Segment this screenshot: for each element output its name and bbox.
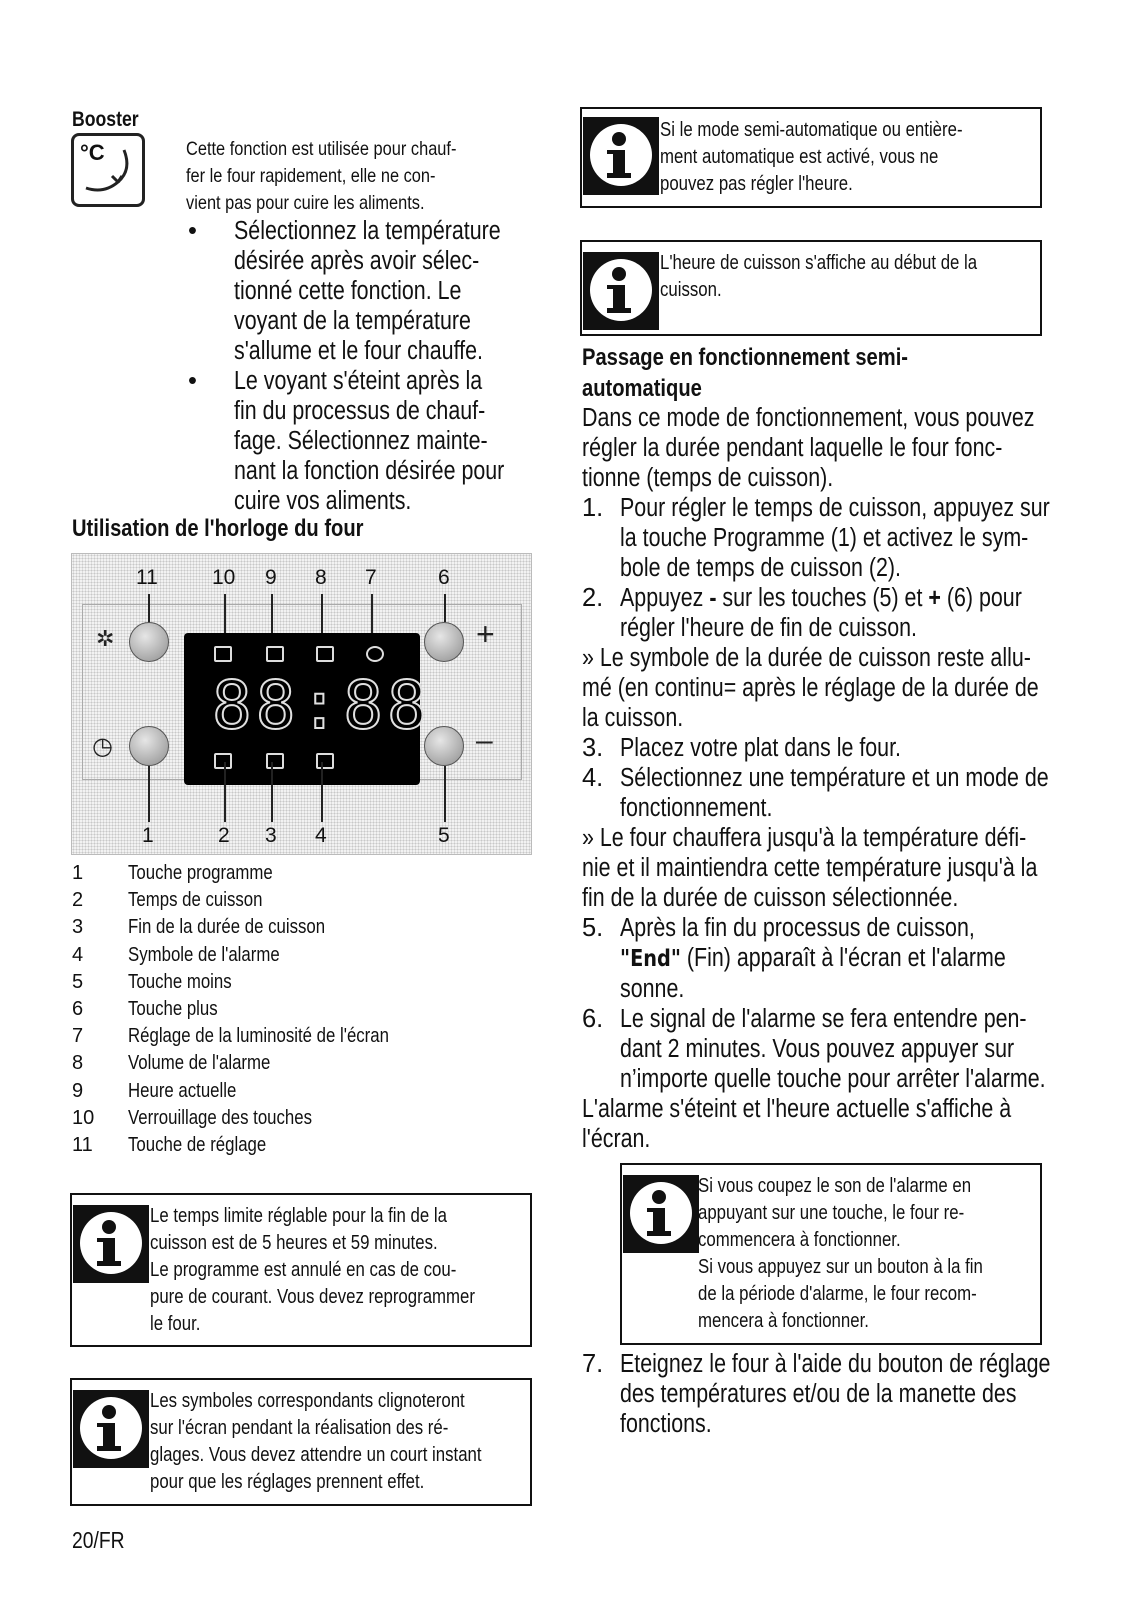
legend-row: 9 Heure actuelle <box>72 1079 237 1102</box>
info-box-cooking-time-display: L'heure de cuisson s'affiche au début de la cuisson. <box>580 240 1042 336</box>
callout-8: 8 <box>315 566 327 589</box>
info-icon <box>623 1175 699 1253</box>
callout-6: 6 <box>438 566 450 589</box>
setting-knob[interactable] <box>129 622 169 662</box>
info-icon <box>73 1205 149 1283</box>
clock-panel-diagram <box>71 553 532 855</box>
panel-legend <box>72 860 439 1159</box>
clock-section-title: Utilisation de l'horloge du four <box>72 515 364 542</box>
legend-row: 4 Symbole de l'alarme <box>72 943 280 966</box>
callout-7: 7 <box>365 566 377 589</box>
note-heating: » Le four chauffera jusqu'à la température défi- nie et il maintiendra cette température jusqu'à la fin de la durée de cuisson sélectionnée. <box>582 824 1038 912</box>
step-1: 1. Pour régler le temps de cuisson, appuyez sur la touche Programme (1) et activez le sym- bole de temps de cuisson (2). <box>582 494 1050 582</box>
booster-description: Cette fonction est utilisée pour chauf- fer le four rapidement, elle ne con- vient pas pour cuire les aliments. <box>186 138 457 214</box>
brightness-icon: ✲ <box>96 626 115 651</box>
legend-row: 8 Volume de l'alarme <box>72 1052 271 1075</box>
semi-auto-title: Passage en fonctionnement semi- automatique <box>582 344 909 402</box>
step-7-block <box>582 1349 1062 1439</box>
booster-bullets <box>186 216 556 516</box>
info-icon <box>583 117 659 195</box>
callout-1: 1 <box>142 824 154 847</box>
lock-icon <box>214 646 232 662</box>
legend-row: 7 Réglage de la luminosité de l'écran <box>72 1025 389 1048</box>
program-knob[interactable] <box>129 726 169 766</box>
step-2: 2. Appuyez - sur les touches (5) et + (6) pour régler l'heure de fin de cuisson. <box>582 584 1022 642</box>
step-4: 4. Sélectionnez une température et un mode de fonctionnement. <box>582 764 1049 822</box>
bullet-item: • Sélectionnez la température désirée après avoir sélec- tionné cette fonction. Le voyant de la température s'allume et le four chauffe. <box>188 217 501 365</box>
info-box-time-limit: Le temps limite réglable pour la fin de la cuisson est de 5 heures et 59 minutes. Le programme est annulé en cas de cou- pure de courant. Vous devez reprogrammer le four. <box>70 1193 532 1347</box>
display-digits: 88:88 <box>212 667 431 744</box>
callout-3: 3 <box>265 824 277 847</box>
bullet-item: • Le voyant s'éteint après la fin du processus de chauf- fage. Sélectionnez mainte- nant la fonction désirée pour cuire vos aliments. <box>188 367 505 515</box>
semi-auto-body: Dans ce mode de fonctionnement, vous pouvez régler la durée pendant laquelle le four fonc- tionne (temps de cuisson). 1. Pour régler le temps de cuisson, appuyez sur la touche Programme (1) et activez le sym- bole de temps de cuisson (2). 2. Appuyez - sur les touches (5) et + (6) pour régler l'heure de fin de cuisson. » Le symbole de la durée de cuisson reste allu- mé (en continu= après le réglage de la durée de la cuisson. 3. Placez votre plat dans le four. 4. Sélectionnez une température et un mode de fonctionnement. » Le four chauffera jusqu'à la température défi- nie et il maintiendra cette température jusqu'à la fin de la durée de cuisson sélectionnée. 5. Après la fin du processus de cuisson, "End" (Fin) apparaît à l'écran et l'alarme sonne. 6. Le signal de l'alarme se fera entendre pen- dant 2 minutes. Vous pouvez appuyer sur n’importe quelle touche pour arrêter l'alarme. L'alarme s'éteint et l'heure actuelle s'affiche à l'écran. <box>582 403 1062 1154</box>
page-number: 20/FR <box>72 1527 125 1553</box>
info-icon <box>73 1390 149 1468</box>
step-3: 3. Placez votre plat dans le four. <box>582 734 902 762</box>
legend-row: 2 Temps de cuisson <box>72 889 263 912</box>
callout-4: 4 <box>315 824 327 847</box>
info-box-blinking-symbols: Les symboles correspondants clignoteront sur l'écran pendant la réalisation des ré- glages. Vous devez attendre un court instant pour que les réglages prennent effet. <box>70 1378 532 1506</box>
legend-row: 6 Touche plus <box>72 998 218 1021</box>
plus-sign: + <box>476 616 495 652</box>
callout-2: 2 <box>218 824 230 847</box>
info-box-semi-auto-hour: Si le mode semi-automatique ou entière- ment automatique est activé, vous ne pouvez pas régler l'heure. <box>580 107 1042 208</box>
display-screen <box>184 633 431 785</box>
clock-icon: ◷ <box>92 733 113 760</box>
alarm-bell-icon <box>316 753 334 769</box>
step-7: 7. Eteignez le four à l'aide du bouton de réglage des températures et/ou de la manette des fonctions. <box>582 1350 1051 1438</box>
legend-row: 3 Fin de la durée de cuisson <box>72 916 326 939</box>
callout-10: 10 <box>212 566 236 589</box>
step-6: 6. Le signal de l'alarme se fera entendre pen- dant 2 minutes. Vous pouvez appuyer sur n’importe quelle touche pour arrêter l'alarme. <box>582 1005 1046 1093</box>
cook-time-icon <box>214 753 232 769</box>
booster-title: Booster <box>72 108 139 131</box>
clock-symbol-icon <box>266 646 284 662</box>
legend-row: 5 Touche moins <box>72 970 232 993</box>
legend-row: 11 Touche de réglage <box>72 1134 267 1157</box>
end-time-icon <box>266 753 284 769</box>
callout-5: 5 <box>438 824 450 847</box>
brightness-symbol-icon <box>366 646 384 662</box>
info-box-alarm-silence: Si vous coupez le son de l'alarme en appuyant sur une touche, le four re- commencera à fonctionner. Si vous appuyez sur un bouton à la fin de la période d'alarme, le four recom- mencera à fonctionner. <box>620 1163 1042 1345</box>
plus-knob[interactable] <box>424 622 464 662</box>
minus-sign: – <box>476 724 493 757</box>
legend-row: 10 Verrouillage des touches <box>72 1106 312 1129</box>
callout-11: 11 <box>136 566 158 589</box>
booster-icon: °C <box>71 133 145 207</box>
note-cooking-symbol: » Le symbole de la durée de cuisson reste allu- mé (en continu= après le réglage de la durée de la cuisson. <box>582 644 1039 732</box>
alarm-off-text: L'alarme s'éteint et l'heure actuelle s'affiche à l'écran. <box>582 1095 1012 1153</box>
legend-row: 1 Touche programme <box>72 862 273 884</box>
step-5: 5. Après la fin du processus de cuisson, "End" (Fin) apparaît à l'écran et l'alarme sonne. <box>582 914 1006 1003</box>
callout-9: 9 <box>265 566 277 589</box>
volume-icon <box>316 646 334 662</box>
info-icon <box>583 252 659 330</box>
